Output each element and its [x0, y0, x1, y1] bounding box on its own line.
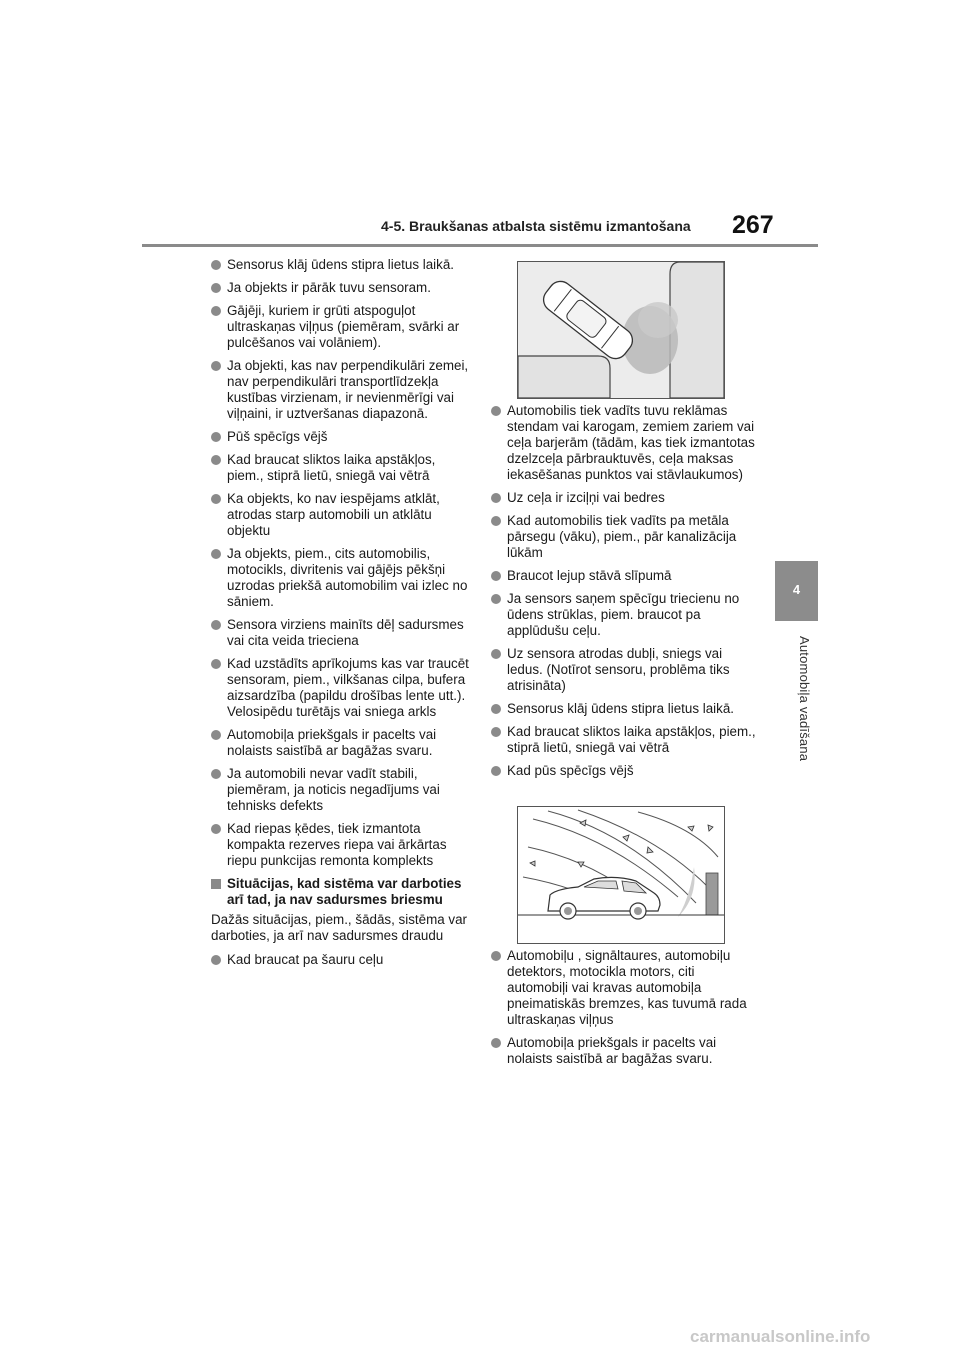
bullet-icon — [211, 549, 221, 559]
bullet-icon — [211, 455, 221, 465]
bullet-icon — [211, 955, 221, 965]
list-item: Kad braucat sliktos laika apstākļos, piem., stiprā lietū, sniegā vai vētrā — [211, 452, 473, 484]
subheading: Situācijas, kad sistēma var darboties arī tad, ja nav sadursmes briesmu — [211, 876, 473, 908]
list-item: Kad braucat sliktos laika apstākļos, piem., stiprā lietū, sniegā vai vētrā — [491, 724, 756, 756]
bullet-icon — [211, 260, 221, 270]
bullet-icon — [211, 659, 221, 669]
list-item: Automobilis tiek vadīts tuvu reklāmas stendam vai karogam, zemiem zariem vai ceļa barjerām (tādām, kas tiek izmantotas dzelzceļa pārbrauktuvēs, ceļa maksas iekasēšanas punktos vai stāvlaukumos) — [491, 403, 756, 483]
list-item: Ja objekts ir pārāk tuvu sensoram. — [211, 280, 473, 296]
list-item: Ja sensors saņem spēcīgu triecienu no ūdens strūklas, piem. braucot pa applūdušu ceļu. — [491, 591, 756, 639]
list-item: Kad automobilis tiek vadīts pa metāla pārsegu (vāku), piem., pār kanalizācija lūkām — [491, 513, 756, 561]
list-item: Gājēji, kuriem ir grūti atspoguļot ultraskaņas viļņus (piemēram, svārki ar pulcēšanos vai volāniem). — [211, 303, 473, 351]
bullet-icon — [491, 1038, 501, 1048]
bullet-icon — [491, 704, 501, 714]
bullet-icon — [491, 766, 501, 776]
bullet-icon — [211, 769, 221, 779]
bullet-icon — [491, 516, 501, 526]
bullet-icon — [491, 571, 501, 581]
chapter-label: Automobiļa vadīšana — [797, 636, 812, 762]
narrow-road-illustration — [517, 261, 725, 399]
bullet-icon — [211, 432, 221, 442]
list-item: Ka objekts, ko nav iespējams atklāt, atrodas starp automobili un atklātu objektu — [211, 491, 473, 539]
list-item: Ja objekts, piem., cits automobilis, motocikls, divritenis vai gājējs pēkšņi uzrodas priekšā automobilim vai izlec no sāniem. — [211, 546, 473, 610]
page-number: 267 — [732, 211, 774, 239]
list-item: Pūš spēcīgs vējš — [211, 429, 473, 445]
list-item: Sensorus klāj ūdens stipra lietus laikā. — [491, 701, 756, 717]
list-item: Sensora virziens mainīts dēļ sadursmes vai cita veida trieciena — [211, 617, 473, 649]
section-title: 4-5. Braukšanas atbalsta sistēmu izmantošana — [381, 218, 691, 234]
bullet-icon — [491, 406, 501, 416]
list-item: Kad uzstādīts aprīkojums kas var traucēt sensoram, piem., vilkšanas cilpa, bufera aizsardzība (papildu drošības lente utt.). Velosipēdu turētājs vai sniega arkls — [211, 656, 473, 720]
square-bullet-icon — [211, 879, 221, 889]
right-column-lower — [491, 948, 756, 1074]
bullet-icon — [491, 493, 501, 503]
strong-wind-illustration — [517, 806, 725, 944]
bullet-icon — [211, 824, 221, 834]
list-item: Kad riepas ķēdes, tiek izmantota kompakta rezerves riepa vai ārkārtas riepu punkcijas remonta komplekts — [211, 821, 473, 869]
bullet-icon — [491, 951, 501, 961]
bullet-icon — [211, 361, 221, 371]
list-item: Braucot lejup stāvā slīpumā — [491, 568, 756, 584]
list-item: Kad braucat pa šauru ceļu — [211, 952, 473, 968]
bullet-icon — [211, 620, 221, 630]
bullet-icon — [491, 649, 501, 659]
bullet-icon — [491, 727, 501, 737]
bullet-icon — [211, 306, 221, 316]
bullet-icon — [211, 494, 221, 504]
list-item: Automobiļu , signāltaures, automobiļu detektors, motocikla motors, citi automobiļi vai kravas automobiļa pneimatiskās bremzes, kas tuvumā rada ultraskaņas viļņus — [491, 948, 756, 1028]
list-item: Automobiļa priekšgals ir pacelts vai nolaists saistībā ar bagāžas svaru. — [211, 727, 473, 759]
bullet-icon — [491, 594, 501, 604]
watermark: carmanualsonline.info — [690, 1327, 871, 1346]
list-item: Uz sensora atrodas dubļi, sniegs vai ledus. (Notīrot sensoru, problēma tiks atrisināta) — [491, 646, 756, 694]
bullet-icon — [211, 283, 221, 293]
list-item: Ja objekti, kas nav perpendikulāri zemei, nav perpendikulāri transportlīdzekļa kustības virzienam, ir nevienmērīgi vai viļņaini, ir uztveršanas diapazonā. — [211, 358, 473, 422]
header-rule — [142, 244, 818, 247]
list-item: Uz ceļa ir izciļņi vai bedres — [491, 490, 756, 506]
chapter-number: 4 — [792, 582, 801, 597]
list-item: Ja automobili nevar vadīt stabili, piemēram, ja noticis negadījums vai tehnisks defekts — [211, 766, 473, 814]
list-item: Automobiļa priekšgals ir pacelts vai nolaists saistībā ar bagāžas svaru. — [491, 1035, 756, 1067]
list-item: Kad pūs spēcīgs vējš — [491, 763, 756, 779]
list-item: Sensorus klāj ūdens stipra lietus laikā. — [211, 257, 473, 273]
right-column — [491, 403, 756, 786]
paragraph: Dažās situācijas, piem., šādās, sistēma var darboties, ja arī nav sadursmes draudu — [211, 912, 468, 943]
left-column — [211, 257, 473, 975]
bullet-icon — [211, 730, 221, 740]
